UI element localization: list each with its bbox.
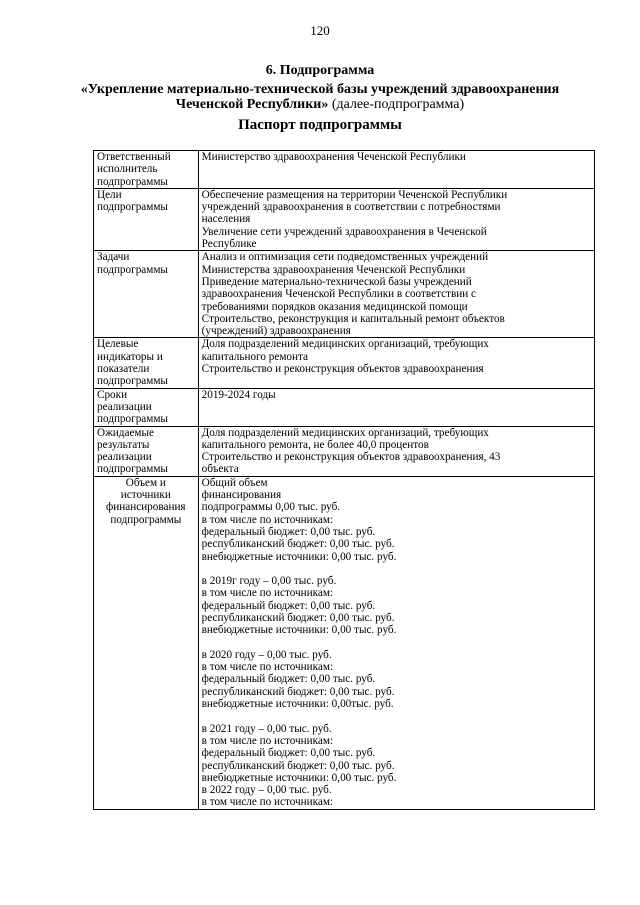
text-line: результаты xyxy=(97,438,150,451)
text-line: населения xyxy=(201,213,251,226)
row-label xyxy=(94,151,199,189)
text-line: реализации xyxy=(97,400,152,413)
row-value xyxy=(198,388,594,426)
text-line: (учреждений) здравоохранения xyxy=(201,325,351,338)
text-line: Министерства здравоохранения Чеченской Республики xyxy=(201,263,466,276)
text-line: в том числе по источникам: xyxy=(201,513,334,526)
subtitle-normal-part: (далее-подпрограмма) xyxy=(328,97,465,112)
text-line: индикаторы и xyxy=(97,350,163,363)
text-line: в 2019г году – 0,00 тыс. руб. xyxy=(201,575,337,588)
text-line: внебюджетные источники: 0,00 тыс. руб. xyxy=(201,771,397,784)
text-line: внебюджетные источники: 0,00 тыс. руб. xyxy=(201,624,397,637)
text-line: федеральный бюджет: 0,00 тыс. руб. xyxy=(201,525,376,538)
row-value xyxy=(198,188,594,250)
text-line: капитального ремонта xyxy=(201,350,308,363)
subprogram-subtitle-line2 xyxy=(40,97,600,112)
text-line: подпрограммы xyxy=(97,375,168,388)
row-label xyxy=(94,426,199,476)
text-line: подпрограммы xyxy=(97,175,168,188)
text-line: республиканский бюджет: 0,00 тыс. руб. xyxy=(201,759,395,772)
text-line: требованиями порядков оказания медицинской помощи xyxy=(201,300,468,313)
text-line: республиканский бюджет: 0,00 тыс. руб. xyxy=(201,611,395,624)
table-row xyxy=(94,151,595,189)
row-label xyxy=(94,388,199,426)
text-line: в 2021 году – 0,00 тыс. руб. xyxy=(201,722,332,735)
text-line: Сроки xyxy=(97,388,128,401)
text-line: финансирования xyxy=(201,489,282,502)
blank-line xyxy=(202,710,591,722)
text-line: Ответственный xyxy=(97,151,171,163)
text-line: внебюджетные источники: 0,00 тыс. руб. xyxy=(201,550,397,563)
row-label xyxy=(94,338,199,388)
text-line: Приведение материально-технической базы учреждений xyxy=(201,275,472,288)
text-line: Задачи xyxy=(97,251,130,264)
text-line: реализации xyxy=(97,451,152,464)
text-line: Обеспечение размещения на территории Чеченской Республики xyxy=(201,188,508,201)
table-row xyxy=(94,388,595,426)
passport-table xyxy=(93,150,595,810)
text-line: в том числе по источникам: xyxy=(201,661,334,674)
text-line: Доля подразделений медицинских организаций, требующих xyxy=(201,338,489,351)
text-line: подпрограммы xyxy=(97,413,168,426)
text-line: в том числе по источникам: xyxy=(201,734,334,747)
text-line: в 2022 году – 0,00 тыс. руб. xyxy=(201,784,332,797)
row-value xyxy=(198,151,594,189)
text-line: источники xyxy=(120,489,171,502)
text-line: подпрограммы 0,00 тыс. руб. xyxy=(201,501,341,514)
text-line: республиканский бюджет: 0,00 тыс. руб. xyxy=(201,538,395,551)
text-line: Объем и xyxy=(125,476,166,489)
text-line: подпрограммы xyxy=(97,201,168,214)
text-line: Целевые xyxy=(97,338,139,351)
funding-row xyxy=(94,476,595,809)
text-line: республиканский бюджет: 0,00 тыс. руб. xyxy=(201,685,395,698)
text-line: Увеличение сети учреждений здравоохранения в Чеченской xyxy=(201,225,487,238)
funding-value xyxy=(198,476,594,809)
row-label xyxy=(94,188,199,250)
table-row xyxy=(94,338,595,388)
text-line: федеральный бюджет: 0,00 тыс. руб. xyxy=(201,599,376,612)
text-line: показатели xyxy=(97,363,150,376)
subprogram-title: 6. Подпрограмма xyxy=(265,63,375,78)
table-row xyxy=(94,426,595,476)
funding-label xyxy=(94,476,199,809)
text-line: Строительство, реконструкция и капитальный ремонт объектов xyxy=(201,312,505,325)
text-line: Анализ и оптимизация сети подведомственных учреждений xyxy=(201,251,489,264)
text-line: Общий объем xyxy=(201,476,268,489)
text-line: внебюджетные источники: 0,00тыс. руб. xyxy=(201,698,394,711)
subtitle-bold-part: Чеченской Республики» xyxy=(175,97,329,112)
text-line: исполнитель xyxy=(97,163,158,176)
text-line: Строительство и реконструкция объектов здравоохранения, 43 xyxy=(201,451,501,464)
text-line: Строительство и реконструкция объектов здравоохранения xyxy=(201,363,484,376)
row-value xyxy=(198,426,594,476)
text-line: подпрограммы xyxy=(97,463,168,476)
row-label xyxy=(94,251,199,338)
table-row xyxy=(94,188,595,250)
text-line: объекта xyxy=(201,463,239,476)
blank-line xyxy=(202,563,591,575)
text-line: в 2020 году – 0,00 тыс. руб. xyxy=(201,648,332,661)
text-line: Республике xyxy=(201,238,257,251)
table-row xyxy=(94,251,595,338)
text-line: учреждений здравоохранения в соответствии с потребностями xyxy=(201,201,501,214)
text-line: Ожидаемые xyxy=(97,426,154,439)
blank-line xyxy=(202,637,591,649)
text-line: в том числе по источникам: xyxy=(201,796,334,809)
text-line: Цели xyxy=(97,188,122,201)
passport-title: Паспорт подпрограммы xyxy=(238,117,402,133)
row-value xyxy=(198,338,594,388)
text-line: федеральный бюджет: 0,00 тыс. руб. xyxy=(201,747,376,760)
text-line: Доля подразделений медицинских организаций, требующих xyxy=(201,426,489,439)
text-line: 2019-2024 годы xyxy=(201,388,276,401)
text-line: подпрограммы xyxy=(110,513,182,526)
text-line: финансирования xyxy=(106,501,186,514)
text-line: федеральный бюджет: 0,00 тыс. руб. xyxy=(201,673,376,686)
row-value xyxy=(198,251,594,338)
text-line: Министерство здравоохранения Чеченской Республики xyxy=(201,151,466,163)
page-number: 120 xyxy=(310,23,330,38)
text-line: подпрограммы xyxy=(97,263,168,276)
text-line: здравоохранения Чеченской Республики в соответствии с xyxy=(201,288,476,301)
subprogram-subtitle-line1: «Укрепление материально-технической базы учреждений здравоохранения xyxy=(80,82,560,97)
text-line: капитального ремонта, не более 40,0 процентов xyxy=(201,438,429,451)
text-line: в том числе по источникам: xyxy=(201,587,334,600)
